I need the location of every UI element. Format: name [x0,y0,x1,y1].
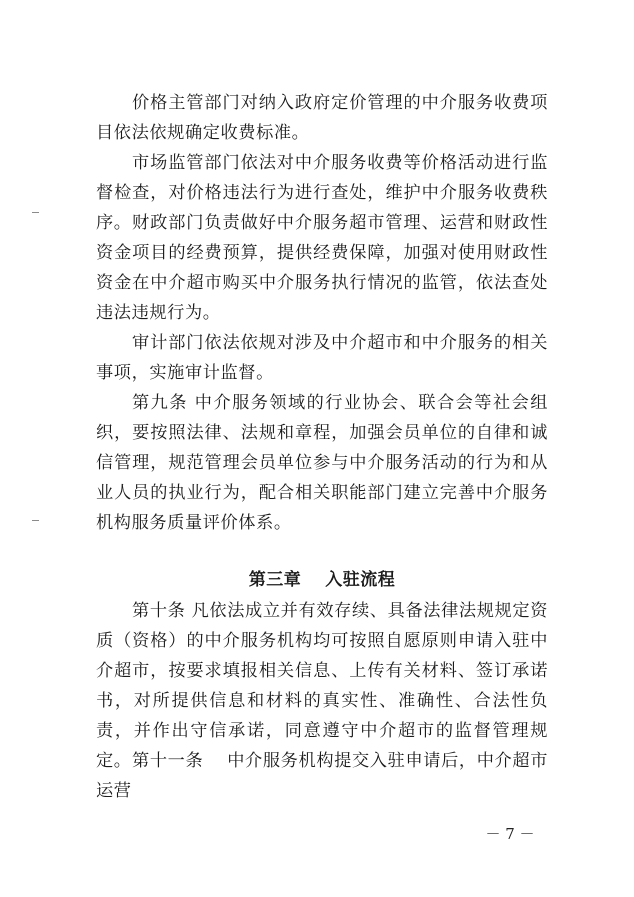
paragraph-article-11: 第十一条 中介服务机构提交入驻申请后，中介超市运营 [96,751,548,801]
paragraph-market-supervision: 市场监管部门依法对中介服务收费等价格活动进行监督检查，对价格违法行为进行查处，维护中介服务收费秩序。 [96,153,548,233]
paragraph-audit-department: 审计部门依法依规对涉及中介超市和中介服务的相关事项，实施审计监督。 [96,333,548,383]
paragraph-pricing-department: 价格主管部门对纳入政府定价管理的中介服务收费项目依法依规确定收费标准。 [96,93,548,143]
paragraph-finance-department: 财政部门负责做好中介服务超市管理、运营和财政性资金项目的经费预算，提供经费保障，加强对使用财政性资金在中介超市购买中介服务执行情况的监管，依法查处违法违规行为。 [96,213,548,323]
margin-scan-mark [32,520,39,521]
chapter-heading: 第三章 入驻流程 [248,570,396,590]
margin-scan-mark [32,212,39,213]
paragraph-article-10: 第十条 凡依法成立并有效存续、具备法律法规规定资质（资格）的中介服务机构均可按照自愿原则申请入驻中介超市，按要求填报相关信息、上传有关材料、签订承诺书，对所提供信息和材料的真实性、准确性、合法性负责，并作出守信承诺，同意遵守中介超市的监督管理规定。 [96,601,548,771]
paragraph-article-9: 第九条 中介服务领域的行业协会、联合会等社会组织，要按照法律、法规和章程，加强会员单位的自律和诚信管理，规范管理会员单位参与中介服务活动的行为和从业人员的执业行为，配合相关职能部门建立完善中介服务机构服务质量评价体系。 [96,393,548,533]
page-number: － 7 － [485,825,535,843]
